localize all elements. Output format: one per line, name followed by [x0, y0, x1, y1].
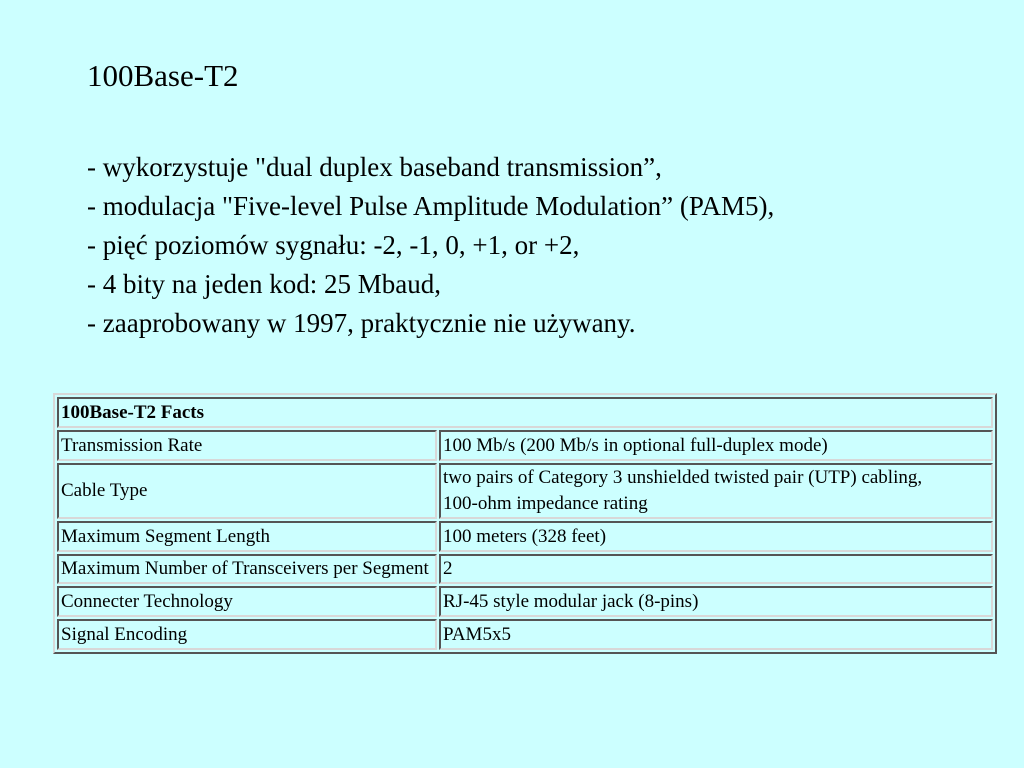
bullet-item: - zaaprobowany w 1997, praktycznie nie używany. — [87, 308, 636, 338]
table-label-cell: Transmission Rate — [57, 430, 437, 461]
cell-text-line: two pairs of Category 3 unshielded twisted pair (UTP) cabling, — [443, 467, 923, 488]
table-label-cell: Connecter Technology — [57, 586, 437, 617]
table-label-cell: Signal Encoding — [57, 619, 437, 650]
slide-title: 100Base-T2 — [87, 58, 239, 93]
table-label-cell: Maximum Number of Transceivers per Segment — [57, 554, 437, 584]
table-row — [57, 430, 993, 461]
table-value-cell: 100 Mb/s (200 Mb/s in optional full-duplex mode) — [439, 430, 993, 461]
table-row — [57, 521, 993, 552]
bullet-item: - wykorzystuje "dual duplex baseband transmission”, — [87, 152, 662, 182]
table-header-cell: 100Base-T2 Facts — [57, 397, 993, 428]
table-header-row — [57, 397, 993, 428]
table-row — [57, 586, 993, 617]
facts-table — [53, 393, 997, 654]
bullet-list — [87, 148, 774, 343]
table-value-cell: 100 meters (328 feet) — [439, 521, 993, 552]
table-value-cell: 2 — [439, 554, 993, 584]
table-label-cell: Maximum Segment Length — [57, 521, 437, 552]
table-row — [57, 463, 993, 519]
table-value-cell — [439, 463, 993, 519]
cell-text-line: 100-ohm impedance rating — [443, 493, 648, 514]
bullet-item: - 4 bity na jeden kod: 25 Mbaud, — [87, 269, 441, 299]
table-value-cell: PAM5x5 — [439, 619, 993, 650]
table-row — [57, 619, 993, 650]
table-value-cell: RJ-45 style modular jack (8-pins) — [439, 586, 993, 617]
bullet-item: - modulacja "Five-level Pulse Amplitude Modulation” (PAM5), — [87, 191, 775, 221]
table-row — [57, 554, 993, 584]
bullet-item: - pięć poziomów sygnału: -2, -1, 0, +1, or +2, — [87, 230, 580, 260]
table-label-cell: Cable Type — [57, 463, 437, 519]
